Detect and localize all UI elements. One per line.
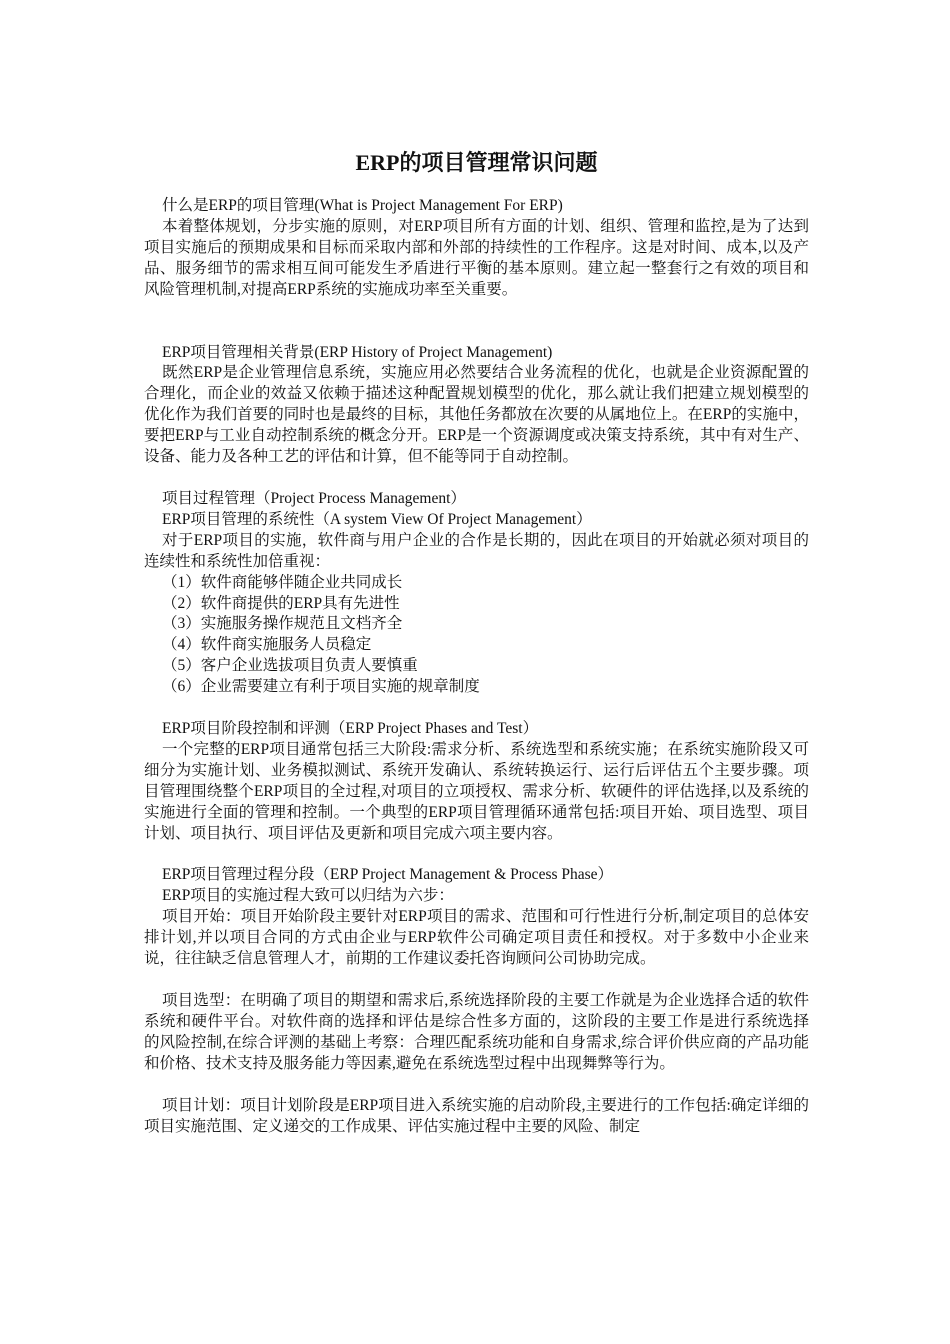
section-body-what-is: 本着整体规划，分步实施的原则，对ERP项目所有方面的计划、组织、管理和监控,是为了达到项目实施后的预期成果和目标而采取内部和外部的持续性的工作程序。这是对时间、成本,以及产品、服务细节的需求相互间可能发生矛盾进行平衡的基本原则。建立起一整套行之有效的项目和风险管理机制,对提高ERP系统的实施成功率至关重要。 bbox=[144, 217, 809, 298]
list-item: （1）软件商能够伴随企业共同成长 bbox=[162, 573, 403, 591]
paragraph-project-selection: 项目选型：在明确了项目的期望和需求后,系统选择阶段的主要工作就是为企业选择合适的软件系统和硬件平台。对软件商的选择和评估是综合性多方面的，这阶段的主要工作是进行系统选择的风险控制,在综合评测的基础上考察：合理匹配系统功能和自身需求,综合评价供应商的产品功能和价格、技术支持及服务能力等因素,避免在系统选型过程中出现舞弊等行为。 bbox=[144, 992, 809, 1072]
spacer bbox=[144, 970, 809, 991]
spacer bbox=[144, 468, 809, 489]
spacer bbox=[144, 1075, 809, 1096]
list-item: （2）软件商提供的ERP具有先进性 bbox=[162, 594, 400, 612]
list-item: （6）企业需要建立有利于项目实施的规章制度 bbox=[162, 678, 480, 696]
section-heading-process-phase: ERP项目管理过程分段（ERP Project Management & Process Phase） bbox=[162, 866, 614, 884]
section-subheading-six-steps: ERP项目的实施过程大致可以归结为六步： bbox=[162, 887, 454, 905]
paragraph-project-plan: 项目计划：项目计划阶段是ERP项目进入系统实施的启动阶段,主要进行的工作包括:确定详细的项目实施范围、定义递交的工作成果、评估实施过程中主要的风险、制定 bbox=[144, 1096, 809, 1135]
list-item: （5）客户企业选拔项目负责人要慎重 bbox=[162, 657, 418, 675]
paragraph-project-start: 项目开始：项目开始阶段主要针对ERP项目的需求、范围和可行性进行分析,制定项目的总体安排计划,并以项目合同的方式由企业与ERP软件公司确定项目责任和授权。对于多数中小企业来说，往往缺乏信息管理人才，前期的工作建议委托咨询顾问公司协助完成。 bbox=[144, 908, 809, 968]
spacer bbox=[144, 698, 809, 719]
section-heading-history: ERP项目管理相关背景(ERP History of Project Management) bbox=[162, 343, 553, 361]
section-body-system-view: 对于ERP项目的实施，软件商与用户企业的合作是长期的，因此在项目的开始就必须对项目的连续性和系统性加倍重视： bbox=[144, 531, 809, 570]
list-item: （3）实施服务操作规范且文档齐全 bbox=[162, 615, 403, 633]
section-heading-process: 项目过程管理（Project Process Management） bbox=[162, 489, 466, 507]
section-heading-phases: ERP项目阶段控制和评测（ERP Project Phases and Test） bbox=[162, 720, 539, 738]
document-page bbox=[144, 140, 809, 1137]
section-heading-what-is: 什么是ERP的项目管理(What is Project Management For ERP) bbox=[162, 197, 563, 214]
spacer bbox=[144, 301, 809, 343]
document-title: ERP的项目管理常识问题 bbox=[355, 150, 598, 175]
spacer bbox=[144, 844, 809, 865]
section-body-history: 既然ERP是企业管理信息系统，实施应用必然要结合业务流程的优化，也就是企业资源配置的合理化，而企业的效益又依赖于描述这种配置规划模型的优化，那么就让我们把建立规划模型的优化作为我们首要的同时也是最终的目标，其他任务都放在次要的从属地位上。在ERP的实施中，要把ERP与工业自动控制系统的概念分开。ERP是一个资源调度或决策支持系统，其中有对生产、设备、能力及各种工艺的评估和计算，但不能等同于自动控制。 bbox=[144, 364, 809, 466]
section-subheading-system-view: ERP项目管理的系统性（A system View Of Project Management） bbox=[162, 510, 592, 528]
section-body-phases: 一个完整的ERP项目通常包括三大阶段:需求分析、系统选型和系统实施；在系统实施阶段又可细分为实施计划、业务模拟测试、系统开发确认、系统转换运行、运行后评估五个主要步骤。项目管理围绕整个ERP项目的全过程,对项目的立项授权、需求分析、软硬件的评估选择,以及系统的实施进行全面的管理和控制。一个典型的ERP项目管理循环通常包括:项目开始、项目选型、项目计划、项目执行、项目评估及更新和项目完成六项主要内容。 bbox=[144, 740, 809, 842]
list-item: （4）软件商实施服务人员稳定 bbox=[162, 636, 372, 654]
